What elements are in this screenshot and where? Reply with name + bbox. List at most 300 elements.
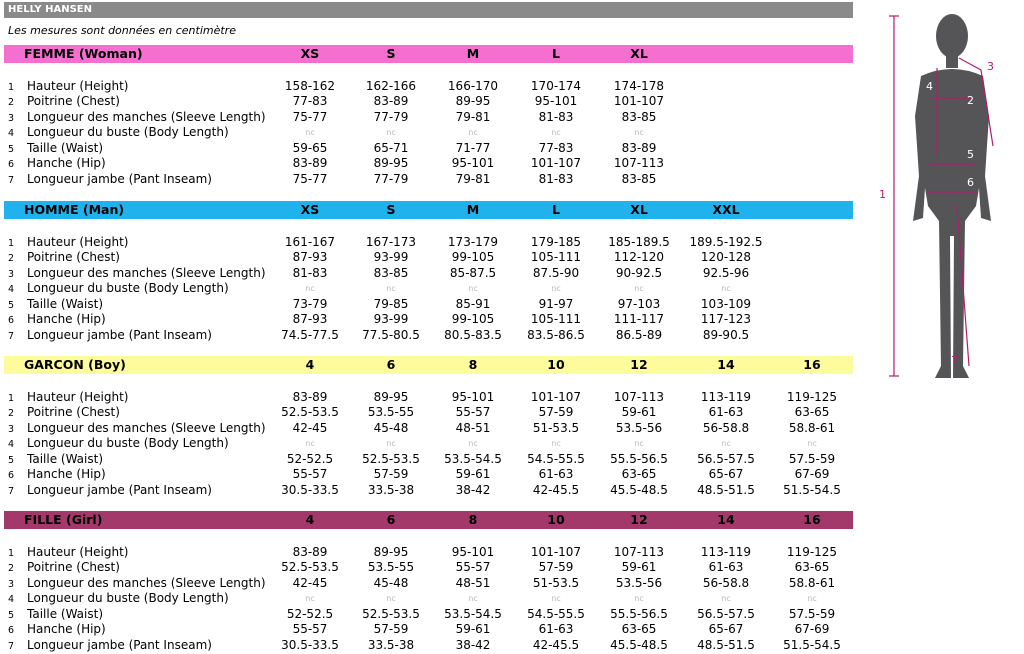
table-cell: 56-58.8	[702, 420, 750, 435]
table-cell: 83-85	[373, 265, 409, 280]
row-number: 2	[8, 563, 15, 575]
brand-name: HELLY HANSEN	[8, 4, 92, 15]
row-number: 2	[8, 97, 15, 109]
table-row	[0, 125, 860, 140]
row-number: 5	[8, 454, 15, 466]
table-cell: 61-63	[538, 467, 574, 482]
row-number: 2	[8, 253, 15, 265]
table-cell: 57-59	[373, 467, 409, 482]
row-number: 4	[8, 284, 15, 296]
row-number: 5	[8, 299, 15, 311]
table-cell: 53.5-56	[615, 420, 663, 435]
row-number: 5	[8, 609, 15, 621]
table-cell: 95-101	[451, 545, 495, 559]
size-header: 16	[803, 512, 821, 527]
row-label: Longueur jambe (Pant Inseam)	[27, 637, 212, 652]
table-cell: 89-95	[373, 390, 409, 404]
table-cell: nc	[305, 284, 315, 294]
table-row	[0, 576, 860, 591]
table-cell: 75-77	[292, 109, 328, 124]
table-cell: 81-83	[538, 109, 574, 124]
row-label: Hauteur (Height)	[27, 79, 129, 93]
brand-bar	[4, 2, 853, 18]
figure-label-2: 2	[967, 94, 974, 107]
table-cell: 51-53.5	[532, 575, 580, 590]
table-row	[0, 266, 860, 281]
table-cell: nc	[551, 594, 561, 604]
table-cell: 83-85	[621, 109, 657, 124]
table-cell: 101-107	[613, 94, 665, 109]
size-header: M	[466, 202, 480, 217]
row-label: Hanche (Hip)	[27, 467, 106, 482]
table-cell: 59-61	[455, 467, 491, 482]
row-number: 3	[8, 112, 15, 124]
table-cell: nc	[721, 594, 731, 604]
table-row	[0, 405, 860, 420]
table-cell: 162-166	[365, 79, 417, 93]
table-cell: 75-77	[292, 171, 328, 186]
table-cell: 80.5-83.5	[444, 327, 502, 342]
table-cell: 92.5-96	[702, 265, 750, 280]
row-number: 7	[8, 330, 15, 342]
table-cell: 53.5-56	[615, 575, 663, 590]
row-label: Hauteur (Height)	[27, 545, 129, 559]
table-cell: 185-189.5	[608, 235, 670, 249]
row-label: Longueur du buste (Body Length)	[27, 591, 229, 606]
row-label: Longueur jambe (Pant Inseam)	[27, 327, 212, 342]
table-row	[0, 110, 860, 125]
table-cell: 45-48	[373, 575, 409, 590]
table-cell: 52-52.5	[286, 451, 334, 466]
table-cell: nc	[468, 284, 478, 294]
size-header: S	[386, 46, 396, 61]
row-label: Longueur du buste (Body Length)	[27, 436, 229, 451]
table-cell: 33.5-38	[367, 482, 415, 497]
section-title: FILLE (Girl)	[24, 512, 103, 527]
row-number: 2	[8, 408, 15, 420]
section-header-0	[4, 45, 853, 63]
table-cell: 53.5-54.5	[444, 451, 502, 466]
row-number: 7	[8, 485, 15, 497]
table-cell: 87-93	[292, 250, 328, 265]
table-cell: nc	[551, 439, 561, 449]
table-cell: 158-162	[284, 79, 336, 93]
row-number: 6	[8, 315, 15, 327]
table-cell: 45-48	[373, 420, 409, 435]
table-cell: 61-63	[708, 405, 744, 420]
table-cell: 71-77	[455, 140, 491, 155]
table-row	[0, 250, 860, 265]
table-row	[0, 94, 860, 109]
table-cell: nc	[305, 594, 315, 604]
table-row	[0, 172, 860, 187]
size-header: 10	[547, 357, 565, 372]
table-row	[0, 235, 860, 250]
table-cell: 90-92.5	[615, 265, 663, 280]
table-cell: 56.5-57.5	[697, 451, 755, 466]
table-cell: nc	[551, 128, 561, 138]
row-number: 4	[8, 594, 15, 606]
table-cell: 113-119	[700, 390, 752, 404]
table-row	[0, 467, 860, 482]
table-row	[0, 390, 860, 405]
table-cell: 53.5-55	[367, 560, 415, 575]
table-row	[0, 591, 860, 606]
table-cell: 48.5-51.5	[697, 637, 755, 652]
row-label: Longueur des manches (Sleeve Length)	[27, 575, 266, 590]
table-cell: 83-89	[292, 390, 328, 404]
table-cell: 81-83	[538, 171, 574, 186]
table-row	[0, 545, 860, 560]
table-cell: 173-179	[447, 235, 499, 249]
table-row	[0, 328, 860, 343]
table-cell: 42-45	[292, 575, 328, 590]
table-cell: 113-119	[700, 545, 752, 559]
table-cell: 52.5-53.5	[281, 560, 339, 575]
table-row	[0, 297, 860, 312]
table-cell: 51.5-54.5	[783, 637, 841, 652]
table-cell: 111-117	[613, 312, 665, 327]
table-cell: 166-170	[447, 79, 499, 93]
table-cell: 57.5-59	[788, 451, 836, 466]
table-row	[0, 483, 860, 498]
table-cell: 105-111	[530, 250, 582, 265]
section-header-1	[4, 201, 853, 219]
row-number: 4	[8, 128, 15, 140]
table-cell: 65-71	[373, 140, 409, 155]
table-cell: 77.5-80.5	[362, 327, 420, 342]
table-cell: nc	[468, 594, 478, 604]
size-header: S	[386, 202, 396, 217]
size-header: 8	[468, 512, 478, 527]
row-label: Poitrine (Chest)	[27, 250, 120, 265]
table-cell: 63-65	[794, 560, 830, 575]
table-cell: 74.5-77.5	[281, 327, 339, 342]
table-cell: 117-123	[700, 312, 752, 327]
size-header: 8	[468, 357, 478, 372]
table-cell: 55-57	[455, 405, 491, 420]
table-cell: 99-105	[451, 312, 495, 327]
table-cell: 85-87.5	[449, 265, 497, 280]
size-header: 4	[305, 512, 315, 527]
table-cell: nc	[634, 284, 644, 294]
row-label: Hanche (Hip)	[27, 622, 106, 637]
table-row	[0, 560, 860, 575]
table-cell: 55-57	[455, 560, 491, 575]
table-cell: 51-53.5	[532, 420, 580, 435]
row-label: Taille (Waist)	[27, 296, 104, 311]
row-label: Poitrine (Chest)	[27, 405, 120, 420]
size-header: XS	[300, 46, 320, 61]
table-cell: 161-167	[284, 235, 336, 249]
table-cell: 99-105	[451, 250, 495, 265]
row-label: Longueur jambe (Pant Inseam)	[27, 482, 212, 497]
table-cell: 52.5-53.5	[362, 451, 420, 466]
table-cell: 73-79	[292, 296, 328, 311]
table-cell: 112-120	[613, 250, 665, 265]
table-cell: 42-45.5	[532, 637, 580, 652]
table-cell: 83-89	[292, 156, 328, 171]
row-label: Taille (Waist)	[27, 606, 104, 621]
table-cell: nc	[807, 439, 817, 449]
row-number: 1	[8, 238, 15, 249]
size-header: M	[466, 46, 480, 61]
table-row	[0, 156, 860, 171]
table-cell: nc	[386, 284, 396, 294]
figure-label-5: 5	[967, 148, 974, 161]
size-header: 6	[386, 357, 396, 372]
table-cell: 77-79	[373, 109, 409, 124]
table-cell: 55.5-56.5	[610, 606, 668, 621]
row-label: Longueur jambe (Pant Inseam)	[27, 171, 212, 186]
table-cell: 107-113	[613, 156, 665, 171]
table-cell: nc	[305, 439, 315, 449]
row-number: 1	[8, 393, 15, 404]
table-cell: 89-95	[455, 94, 491, 109]
table-row	[0, 312, 860, 327]
table-cell: nc	[634, 594, 644, 604]
row-number: 1	[8, 82, 15, 93]
table-cell: 59-61	[621, 560, 657, 575]
table-cell: 89-95	[373, 545, 409, 559]
table-cell: 56-58.8	[702, 575, 750, 590]
table-cell: 101-107	[530, 390, 582, 404]
table-cell: 174-178	[613, 79, 665, 93]
table-cell: 57-59	[373, 622, 409, 637]
table-cell: 59-61	[621, 405, 657, 420]
table-cell: 85-91	[455, 296, 491, 311]
table-cell: nc	[634, 128, 644, 138]
table-row	[0, 452, 860, 467]
table-cell: nc	[634, 439, 644, 449]
table-cell: 79-85	[373, 296, 409, 311]
table-cell: 53.5-54.5	[444, 606, 502, 621]
table-row	[0, 436, 860, 451]
row-number: 6	[8, 625, 15, 637]
table-row	[0, 607, 860, 622]
table-cell: 79-81	[455, 171, 491, 186]
row-number: 7	[8, 174, 15, 186]
table-cell: 81-83	[292, 265, 328, 280]
size-header: 12	[630, 357, 648, 372]
row-number: 3	[8, 423, 15, 435]
row-label: Poitrine (Chest)	[27, 94, 120, 109]
row-label: Hanche (Hip)	[27, 312, 106, 327]
table-cell: nc	[386, 439, 396, 449]
table-cell: 67-69	[794, 467, 830, 482]
table-cell: 30.5-33.5	[281, 482, 339, 497]
size-header: 4	[305, 357, 315, 372]
table-cell: 86.5-89	[615, 327, 663, 342]
table-cell: 77-83	[538, 140, 574, 155]
table-cell: 52-52.5	[286, 606, 334, 621]
table-cell: 59-65	[292, 140, 328, 155]
table-cell: 38-42	[455, 482, 491, 497]
size-header: 10	[547, 512, 565, 527]
row-number: 7	[8, 640, 15, 652]
table-cell: 95-101	[451, 390, 495, 404]
table-cell: 87.5-90	[532, 265, 580, 280]
table-cell: 33.5-38	[367, 637, 415, 652]
size-header: 14	[717, 512, 735, 527]
table-cell: 77-79	[373, 171, 409, 186]
row-label: Hanche (Hip)	[27, 156, 106, 171]
table-cell: 61-63	[708, 560, 744, 575]
table-cell: 52.5-53.5	[362, 606, 420, 621]
table-row	[0, 141, 860, 156]
table-cell: 119-125	[786, 545, 838, 559]
section-title: HOMME (Man)	[24, 202, 125, 217]
table-cell: 170-174	[530, 79, 582, 93]
table-cell: 120-128	[700, 250, 752, 265]
table-cell: 42-45	[292, 420, 328, 435]
table-cell: 93-99	[373, 312, 409, 327]
table-cell: 55.5-56.5	[610, 451, 668, 466]
table-cell: 45.5-48.5	[610, 637, 668, 652]
table-cell: 58.8-61	[788, 420, 836, 435]
table-row	[0, 638, 860, 653]
figure-label-7: 7	[951, 354, 958, 367]
size-header: L	[552, 46, 560, 61]
table-row	[0, 79, 860, 94]
size-header: 12	[630, 512, 648, 527]
table-cell: 167-173	[365, 235, 417, 249]
row-label: Longueur du buste (Body Length)	[27, 125, 229, 140]
table-cell: 103-109	[700, 296, 752, 311]
table-cell: 38-42	[455, 637, 491, 652]
row-label: Taille (Waist)	[27, 451, 104, 466]
table-cell: 57-59	[538, 405, 574, 420]
figure-label-1: 1	[879, 188, 886, 201]
row-label: Longueur du buste (Body Length)	[27, 281, 229, 296]
section-header-3	[4, 511, 853, 529]
table-cell: 54.5-55.5	[527, 606, 585, 621]
table-row	[0, 622, 860, 637]
table-cell: 189.5-192.5	[689, 235, 763, 249]
table-cell: 101-107	[530, 156, 582, 171]
table-cell: nc	[468, 439, 478, 449]
table-cell: 83.5-86.5	[527, 327, 585, 342]
table-cell: 87-93	[292, 312, 328, 327]
table-cell: 105-111	[530, 312, 582, 327]
row-number: 1	[8, 548, 15, 559]
row-number: 4	[8, 439, 15, 451]
table-cell: 83-89	[292, 545, 328, 559]
table-cell: 48.5-51.5	[697, 482, 755, 497]
row-number: 6	[8, 470, 15, 482]
figure-label-6: 6	[967, 176, 974, 189]
table-cell: 63-65	[794, 405, 830, 420]
table-cell: nc	[807, 594, 817, 604]
table-cell: 95-101	[451, 156, 495, 171]
table-cell: 63-65	[621, 467, 657, 482]
table-cell: 93-99	[373, 250, 409, 265]
section-header-2	[4, 356, 853, 374]
table-cell: 97-103	[617, 296, 661, 311]
table-cell: 79-81	[455, 109, 491, 124]
table-cell: 58.8-61	[788, 575, 836, 590]
table-cell: 179-185	[530, 235, 582, 249]
size-header: XXL	[712, 202, 740, 217]
table-cell: nc	[386, 594, 396, 604]
table-cell: 77-83	[292, 94, 328, 109]
measurement-note: Les mesures sont données en centimètre	[8, 24, 236, 37]
section-title: GARCON (Boy)	[24, 357, 126, 372]
table-cell: nc	[721, 439, 731, 449]
row-number: 6	[8, 159, 15, 171]
table-cell: 52.5-53.5	[281, 405, 339, 420]
row-label: Longueur des manches (Sleeve Length)	[27, 109, 266, 124]
table-cell: 54.5-55.5	[527, 451, 585, 466]
table-cell: nc	[468, 128, 478, 138]
table-cell: 65-67	[708, 467, 744, 482]
table-cell: 67-69	[794, 622, 830, 637]
table-cell: 55-57	[292, 467, 328, 482]
table-cell: nc	[305, 128, 315, 138]
table-cell: 119-125	[786, 390, 838, 404]
figure-label-4: 4	[926, 80, 933, 93]
table-cell: 57.5-59	[788, 606, 836, 621]
row-number: 3	[8, 578, 15, 590]
table-row	[0, 421, 860, 436]
table-cell: 107-113	[613, 545, 665, 559]
row-label: Longueur des manches (Sleeve Length)	[27, 420, 266, 435]
row-label: Longueur des manches (Sleeve Length)	[27, 265, 266, 280]
table-cell: nc	[386, 128, 396, 138]
table-cell: 53.5-55	[367, 405, 415, 420]
table-cell: nc	[721, 284, 731, 294]
row-number: 3	[8, 268, 15, 280]
table-row	[0, 281, 860, 296]
table-cell: 61-63	[538, 622, 574, 637]
row-label: Poitrine (Chest)	[27, 560, 120, 575]
table-cell: 89-90.5	[702, 327, 750, 342]
table-cell: 56.5-57.5	[697, 606, 755, 621]
size-header: XL	[630, 202, 648, 217]
table-cell: 91-97	[538, 296, 574, 311]
table-cell: 48-51	[455, 575, 491, 590]
table-cell: 59-61	[455, 622, 491, 637]
table-cell: 45.5-48.5	[610, 482, 668, 497]
body-measurement-figure	[877, 6, 1023, 390]
size-header: XL	[630, 46, 648, 61]
table-cell: nc	[551, 284, 561, 294]
row-label: Hauteur (Height)	[27, 235, 129, 249]
table-cell: 83-89	[373, 94, 409, 109]
table-cell: 30.5-33.5	[281, 637, 339, 652]
table-cell: 101-107	[530, 545, 582, 559]
size-header: XS	[300, 202, 320, 217]
size-header: 6	[386, 512, 396, 527]
row-label: Hauteur (Height)	[27, 390, 129, 404]
table-cell: 83-85	[621, 171, 657, 186]
table-cell: 51.5-54.5	[783, 482, 841, 497]
table-cell: 42-45.5	[532, 482, 580, 497]
table-cell: 65-67	[708, 622, 744, 637]
row-label: Taille (Waist)	[27, 140, 104, 155]
table-cell: 89-95	[373, 156, 409, 171]
size-header: 16	[803, 357, 821, 372]
section-title: FEMME (Woman)	[24, 46, 143, 61]
size-header: L	[552, 202, 560, 217]
table-cell: 55-57	[292, 622, 328, 637]
table-cell: 57-59	[538, 560, 574, 575]
table-cell: 83-89	[621, 140, 657, 155]
table-cell: 63-65	[621, 622, 657, 637]
row-number: 5	[8, 143, 15, 155]
size-header: 14	[717, 357, 735, 372]
table-cell: 107-113	[613, 390, 665, 404]
